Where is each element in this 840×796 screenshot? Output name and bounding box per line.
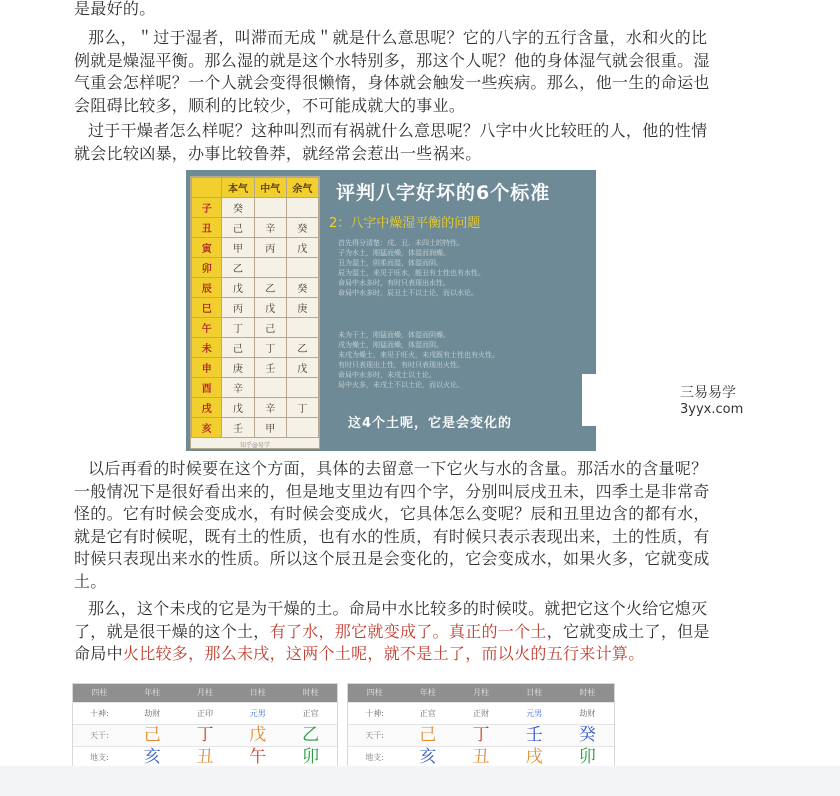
pillar-header: 月柱 — [196, 688, 213, 697]
shishen-cell: 正官 — [302, 709, 319, 718]
row-label: 天干: — [365, 731, 384, 740]
pillar-header: 日柱 — [249, 688, 266, 697]
stem-cell — [254, 258, 286, 278]
shishen-cell: 正财 — [473, 709, 489, 718]
stem-cell: 丁 — [286, 398, 318, 418]
stem-cell: 辛 — [222, 378, 254, 398]
infographic-subtitle: 2：八字中燥湿平衡的问题 — [329, 216, 481, 231]
tiangan-cell: 丁 — [196, 725, 214, 745]
stem-cell: 丙 — [254, 238, 286, 258]
paragraph-earth-branches: 以后再看的时候要在这个方面，具体的去留意一下它火与水的含量。那活水的含量呢？一般情况下是很好看出来的，但是地支里边有四个字，分别叫辰戌丑未，四季土是非常奇怪的。它有时候会变成水，有时候会变成火，它具体怎么变呢？辰和丑里边含的都有水，就是它有时候呢，既有土的性质，也有水的性质，有时候只表示表现出来，土的性质，有时候只表现出来水的性质。所以这个辰丑是会变化的，它会变成水，如果火多，它就变成土。 — [74, 459, 710, 591]
stem-cell: 余气 — [286, 178, 318, 198]
branch-cell: 未 — [192, 338, 222, 358]
pillar-header: 时柱 — [302, 688, 319, 697]
stem-cell: 癸 — [222, 198, 254, 218]
chart-row — [348, 724, 614, 746]
shishen-cell: 元男 — [526, 709, 543, 718]
pillar-header: 年柱 — [144, 688, 161, 697]
text-segment: 那么，这个未戌的它是为干燥的土。命局中水比较多的时候哎。就把它这个火给它熄灭了，就是很干燥的这个土， — [74, 599, 708, 641]
branch-cell: 寅 — [192, 238, 222, 258]
dizhi-cell: 丑 — [196, 747, 214, 767]
branch-cell: 亥 — [192, 418, 222, 438]
stem-cell: 癸 — [286, 278, 318, 298]
tiangan-cell: 己 — [143, 725, 161, 745]
bazi-chart-card — [347, 683, 615, 767]
stem-cell: 癸 — [286, 218, 318, 238]
table-row — [192, 238, 319, 258]
stem-cell: 庚 — [286, 298, 318, 318]
text-segment: ，它就变成土了，但是命局中 — [74, 621, 710, 663]
stem-cell: 辛 — [254, 218, 286, 238]
dizhi-cell: 午 — [249, 747, 267, 767]
table-row — [192, 318, 319, 338]
stem-cell: 乙 — [254, 278, 286, 298]
pillar-header: 四柱 — [91, 688, 108, 697]
infographic-notes-bottom: 未为干土，刚猛而燥，体湿而阴燥。 戌为燥土，刚猛而燥，体湿而阴。 未戌为燥土，来见于旺火，未戌既有土性也有火性。 有时只表现出土性，有时只表现出火性。 命局中水多时，未戌土以土论。 局中火多，未戌土不以土论，而以火论。 — [338, 331, 499, 389]
hidden-stems-table — [190, 176, 320, 449]
bazi-infographic — [186, 170, 596, 451]
table-row — [192, 378, 319, 398]
table-row — [192, 358, 319, 378]
table-row — [192, 418, 319, 438]
chart-row — [348, 702, 614, 724]
shishen-cell: 元男 — [249, 709, 266, 718]
tiangan-cell: 丁 — [472, 725, 490, 745]
stem-cell: 戊 — [286, 238, 318, 258]
tiangan-cell: 壬 — [525, 725, 543, 745]
stem-cell — [286, 418, 318, 438]
stem-cell: 丙 — [222, 298, 254, 318]
dizhi-cell: 亥 — [419, 747, 437, 767]
branch-cell — [192, 178, 222, 198]
table-row — [192, 398, 319, 418]
stem-cell — [286, 198, 318, 218]
stem-cell — [286, 258, 318, 278]
infographic-title: 评判八字好坏的6个标准 — [336, 182, 551, 204]
chart-row — [348, 746, 614, 767]
stem-cell: 乙 — [222, 258, 254, 278]
shishen-cell: 劫财 — [579, 709, 596, 718]
stem-cell: 丁 — [254, 338, 286, 358]
pillar-header: 四柱 — [366, 688, 383, 697]
chart-row — [73, 724, 337, 746]
chart-row — [348, 684, 614, 702]
table-row — [192, 298, 319, 318]
stem-cell — [254, 378, 286, 398]
stem-cell: 辛 — [254, 398, 286, 418]
branch-cell: 巳 — [192, 298, 222, 318]
stem-cell: 戊 — [254, 298, 286, 318]
stem-cell — [286, 378, 318, 398]
row-label: 十神: — [90, 709, 109, 718]
stem-cell: 中气 — [254, 178, 286, 198]
shishen-cell: 劫财 — [144, 709, 161, 718]
stem-cell: 乙 — [286, 338, 318, 358]
tiangan-cell: 戊 — [249, 725, 267, 745]
dizhi-cell: 卯 — [578, 747, 596, 767]
branch-cell: 午 — [192, 318, 222, 338]
shishen-cell: 正印 — [196, 709, 213, 718]
table-row — [192, 178, 319, 198]
site-watermark — [582, 374, 754, 426]
chart-row — [73, 746, 337, 767]
pillar-header: 月柱 — [473, 688, 489, 697]
shishen-cell: 正官 — [419, 709, 436, 718]
tiangan-cell: 癸 — [578, 725, 596, 745]
infographic-caption: 这4个土呢，它是会变化的 — [348, 416, 513, 431]
pillar-header: 年柱 — [419, 688, 436, 697]
stem-cell: 甲 — [222, 238, 254, 258]
stem-cell: 丁 — [222, 318, 254, 338]
pillar-header: 时柱 — [579, 688, 596, 697]
row-label: 十神: — [365, 709, 384, 718]
stem-cell: 己 — [254, 318, 286, 338]
dizhi-cell: 卯 — [302, 747, 320, 767]
table-signature: 知乎@易学 — [239, 442, 270, 449]
branch-cell: 辰 — [192, 278, 222, 298]
stem-cell: 戊 — [222, 278, 254, 298]
table-row — [192, 278, 319, 298]
dizhi-cell: 亥 — [143, 747, 161, 767]
stem-cell: 戊 — [222, 398, 254, 418]
row-label: 地支: — [365, 753, 384, 762]
table-row — [192, 198, 319, 218]
dizhi-cell: 戌 — [525, 747, 543, 767]
stem-cell — [286, 318, 318, 338]
watermark-url: 3yyx.com — [680, 402, 744, 417]
paragraph-humidity: 那么，＂过于湿者，叫滞而无成＂就是什么意思呢？它的八字的五行含量，水和火的比例就是燥湿平衡。那么湿的就是这个水特别多，那这个人呢？他的身体湿气就会很重。湿气重会怎样呢？一个人就会变得很懒惰，身体就会触发一些疾病。那么，他一生的命运也会阻碍比较多，顺利的比较少，不可能成就大的事业。 — [74, 28, 710, 115]
stem-cell: 甲 — [254, 418, 286, 438]
branch-cell: 子 — [192, 198, 222, 218]
infographic-notes-top: 首先得分清楚：戌、丑、未四土的特性。 子为水土，刚猛而燥，体湿而润燥。 丑为湿土，阴柔而湿，体湿而阴。 辰为湿土，来见于旺水，能丑有土性也有水性。 命局中水多时，有时只表现出水性。 命局中水多时，辰丑土不以土论，而以水论。 — [338, 239, 485, 297]
stem-cell: 己 — [222, 218, 254, 238]
bottom-bar — [0, 766, 840, 796]
highlight-text: 火比较多，那么未戌，这两个土呢，就不是土了，而以火的五行来计算。 — [122, 644, 645, 663]
stem-cell: 庚 — [222, 358, 254, 378]
stem-cell: 壬 — [222, 418, 254, 438]
bazi-chart-card — [72, 683, 338, 767]
row-label: 地支: — [90, 753, 109, 762]
stem-cell: 戊 — [286, 358, 318, 378]
paragraph-wei-xu — [74, 598, 714, 666]
stem-cell: 本气 — [222, 178, 254, 198]
pillar-header: 日柱 — [526, 688, 543, 697]
stem-cell: 己 — [222, 338, 254, 358]
highlight-text: 有了水，那它就变成了。真正的一个土 — [269, 621, 547, 641]
dizhi-cell: 丑 — [472, 747, 490, 767]
branch-cell: 酉 — [192, 378, 222, 398]
branch-cell: 申 — [192, 358, 222, 378]
stem-cell: 壬 — [254, 358, 286, 378]
chart-row — [73, 684, 337, 702]
table-row — [192, 338, 319, 358]
watermark-name: 三易易学 — [680, 385, 736, 401]
paragraph-intro: 是最好的。 — [74, 0, 156, 18]
chart-row — [73, 702, 337, 724]
tiangan-cell: 己 — [419, 725, 437, 745]
row-label: 天干: — [90, 731, 109, 740]
table-row — [192, 218, 319, 238]
branch-cell: 戌 — [192, 398, 222, 418]
paragraph-dryness: 过于干燥者怎么样呢？这种叫烈而有祸就什么意思呢？八字中火比较旺的人，他的性情就会比较凶暴，办事比较鲁莽，就经常会惹出一些祸来。 — [74, 121, 708, 163]
branch-cell: 卯 — [192, 258, 222, 278]
tiangan-cell: 乙 — [302, 725, 320, 745]
branch-cell: 丑 — [192, 218, 222, 238]
stem-cell — [254, 198, 286, 218]
table-row — [192, 258, 319, 278]
